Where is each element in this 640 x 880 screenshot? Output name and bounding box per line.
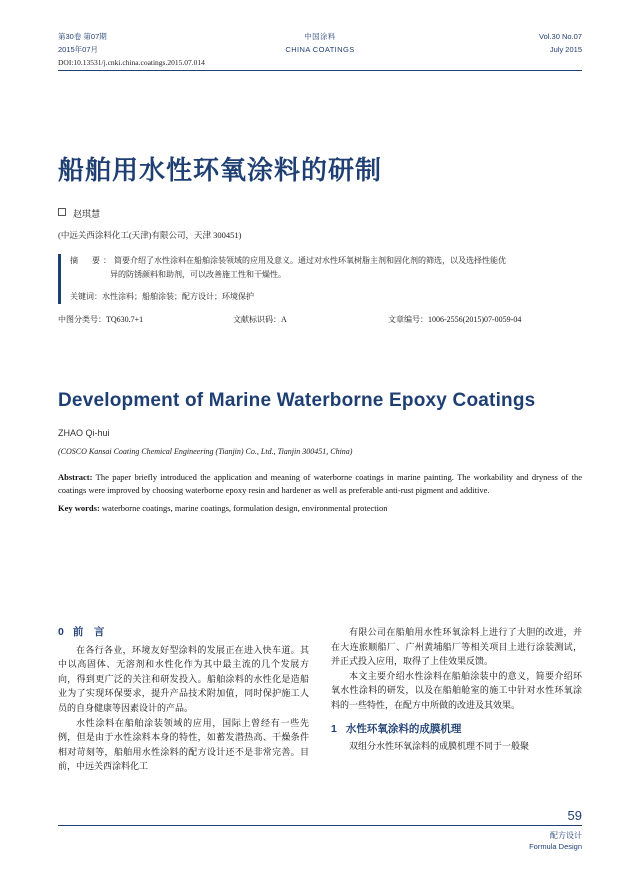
journal-volume-info-en (539, 30, 582, 56)
section-title-1: 水性环氧涂料的成膜机理 (345, 722, 462, 735)
journal-name (58, 30, 582, 56)
body-column-left (58, 625, 309, 820)
doi-text: DOI:10.13531/j.cnki.china.coatings.2015.07.014 (58, 58, 205, 67)
section-heading-0 (58, 625, 309, 640)
doc-code-value: A (281, 315, 287, 324)
issue-date-en: July 2015 (549, 45, 582, 54)
section-number-0: 0 (58, 626, 64, 638)
running-head (58, 30, 582, 72)
section-number-1: 1 (331, 722, 337, 735)
header-divider (58, 70, 582, 71)
keywords-label-cn: 关键词： (70, 292, 102, 301)
volume-issue-en: Vol.30 No.07 (539, 32, 582, 41)
body-column-right (331, 625, 582, 820)
page-title-cn: 船舶用水性环氧涂料的研制 (58, 155, 383, 185)
footer-section-cn: 配方设计 (550, 831, 582, 840)
page-number: 59 (567, 808, 582, 823)
paragraph: 双组分水性环氧涂料的成膜机理不同于一般聚 (349, 741, 530, 752)
keywords-row-cn (70, 290, 582, 304)
classification-row (58, 314, 582, 328)
volume-issue: 第30卷 第07期 (58, 32, 107, 41)
abstract-label-en: Abstract: (58, 472, 93, 482)
article-id-label: 文章编号： (388, 315, 428, 324)
journal-name-cn: 中国涂料 (304, 32, 336, 41)
abstract-block-cn (58, 254, 582, 304)
abstract-text-cn-1: 简要介绍了水性涂料在船舶涂装领域的应用及意义。通过对水性环氧树脂主剂和固化剂的筛选，以及选择性能优 (114, 256, 506, 265)
paragraph: 有限公司在船舶用水性环氧涂料上进行了大胆的改进，并在大连旅顺船厂、广州黄埔船厂等相关项目上进行涂装测试，并正式投入应用，取得了上佳效果反馈。 (331, 627, 582, 667)
section-title-0: 前 言 (72, 626, 105, 638)
page-title-en: Development of Marine Waterborne Epoxy Coatings (58, 390, 536, 411)
page-footer (58, 808, 582, 852)
affiliation-cn: (中远关西涂料化工(天津)有限公司，天津 300451) (58, 230, 242, 240)
journal-name-en: CHINA COATINGS (285, 45, 355, 54)
paragraph: 本文主要介绍水性涂料在船舶涂装中的意义，简要介绍环氧水性涂料的研发，以及在船舶舱室的施工中针对水性环氧涂料的一些特性，在配方中所做的改进及其效果。 (331, 670, 582, 710)
bullet-square-icon (58, 208, 66, 216)
clc-group (58, 314, 143, 325)
doc-code-group (233, 314, 287, 325)
abstract-text-en: The paper briefly introduced the application and meaning of waterborne coatings in marine painting. The workability and dryness of the coatings were improved by choosing waterborne epoxy resin and hardener as well as preferable anti-rust pigment and additive. (58, 472, 582, 495)
footer-section-en: Formula Design (529, 842, 582, 851)
paragraph: 在各行各业，环境友好型涂料的发展正在进入快车道。其中以高固体、无溶剂和水性化作为其中最主流的几个发展方向，得到更广泛的关注和研发投入。船舶涂料的水性化是造船业为了实现环保要求，提升产品技术附加值，同时保护施工人员的自身健康等因素设计的产品。 (58, 644, 309, 713)
author-cn (58, 207, 582, 220)
paragraph: 水性涂料在船舶涂装领域的应用，国际上曾经有一些先例，但是由于水性涂料本身的特性，如蓄发潜热高、干燥条件相对苛刻等，船舶用水性涂料的配方设计还不是非常完善。目前，中远关西涂料化工 (58, 717, 309, 772)
keywords-en (58, 502, 582, 515)
abstract-text-cn-2: 异的防锈颜料和助剂，可以改善施工性和干燥性。 (110, 270, 286, 279)
clc-label: 中图分类号： (58, 315, 106, 324)
section-heading-1 (331, 722, 582, 737)
abstract-line-1 (70, 254, 582, 268)
keywords-label-en: Key words: (58, 503, 100, 513)
author-name-cn: 赵琪慧 (73, 209, 101, 219)
abstract-label-cn: 摘 要： (70, 256, 114, 265)
doc-code-label: 文献标识码： (233, 315, 281, 324)
keywords-text-en: waterborne coatings, marine coatings, formulation design, environmental protection (99, 503, 388, 513)
abstract-en (58, 471, 582, 497)
footer-divider (58, 825, 582, 826)
body-columns (58, 625, 582, 820)
keywords-text-cn: 水性涂料；船舶涂装；配方设计；环境保护 (102, 292, 254, 301)
author-en: ZHAO Qi-hui (58, 428, 110, 438)
article-id-value: 1006-2556(2015)07-0059-04 (428, 315, 522, 324)
issue-date: 2015年07月 (58, 45, 99, 54)
clc-value: TQ630.7+1 (106, 315, 144, 324)
affiliation-en: (COSCO Kansai Coating Chemical Engineering (Tianjin) Co., Ltd., Tianjin 300451, China) (58, 447, 353, 456)
article-id-group (388, 314, 521, 325)
